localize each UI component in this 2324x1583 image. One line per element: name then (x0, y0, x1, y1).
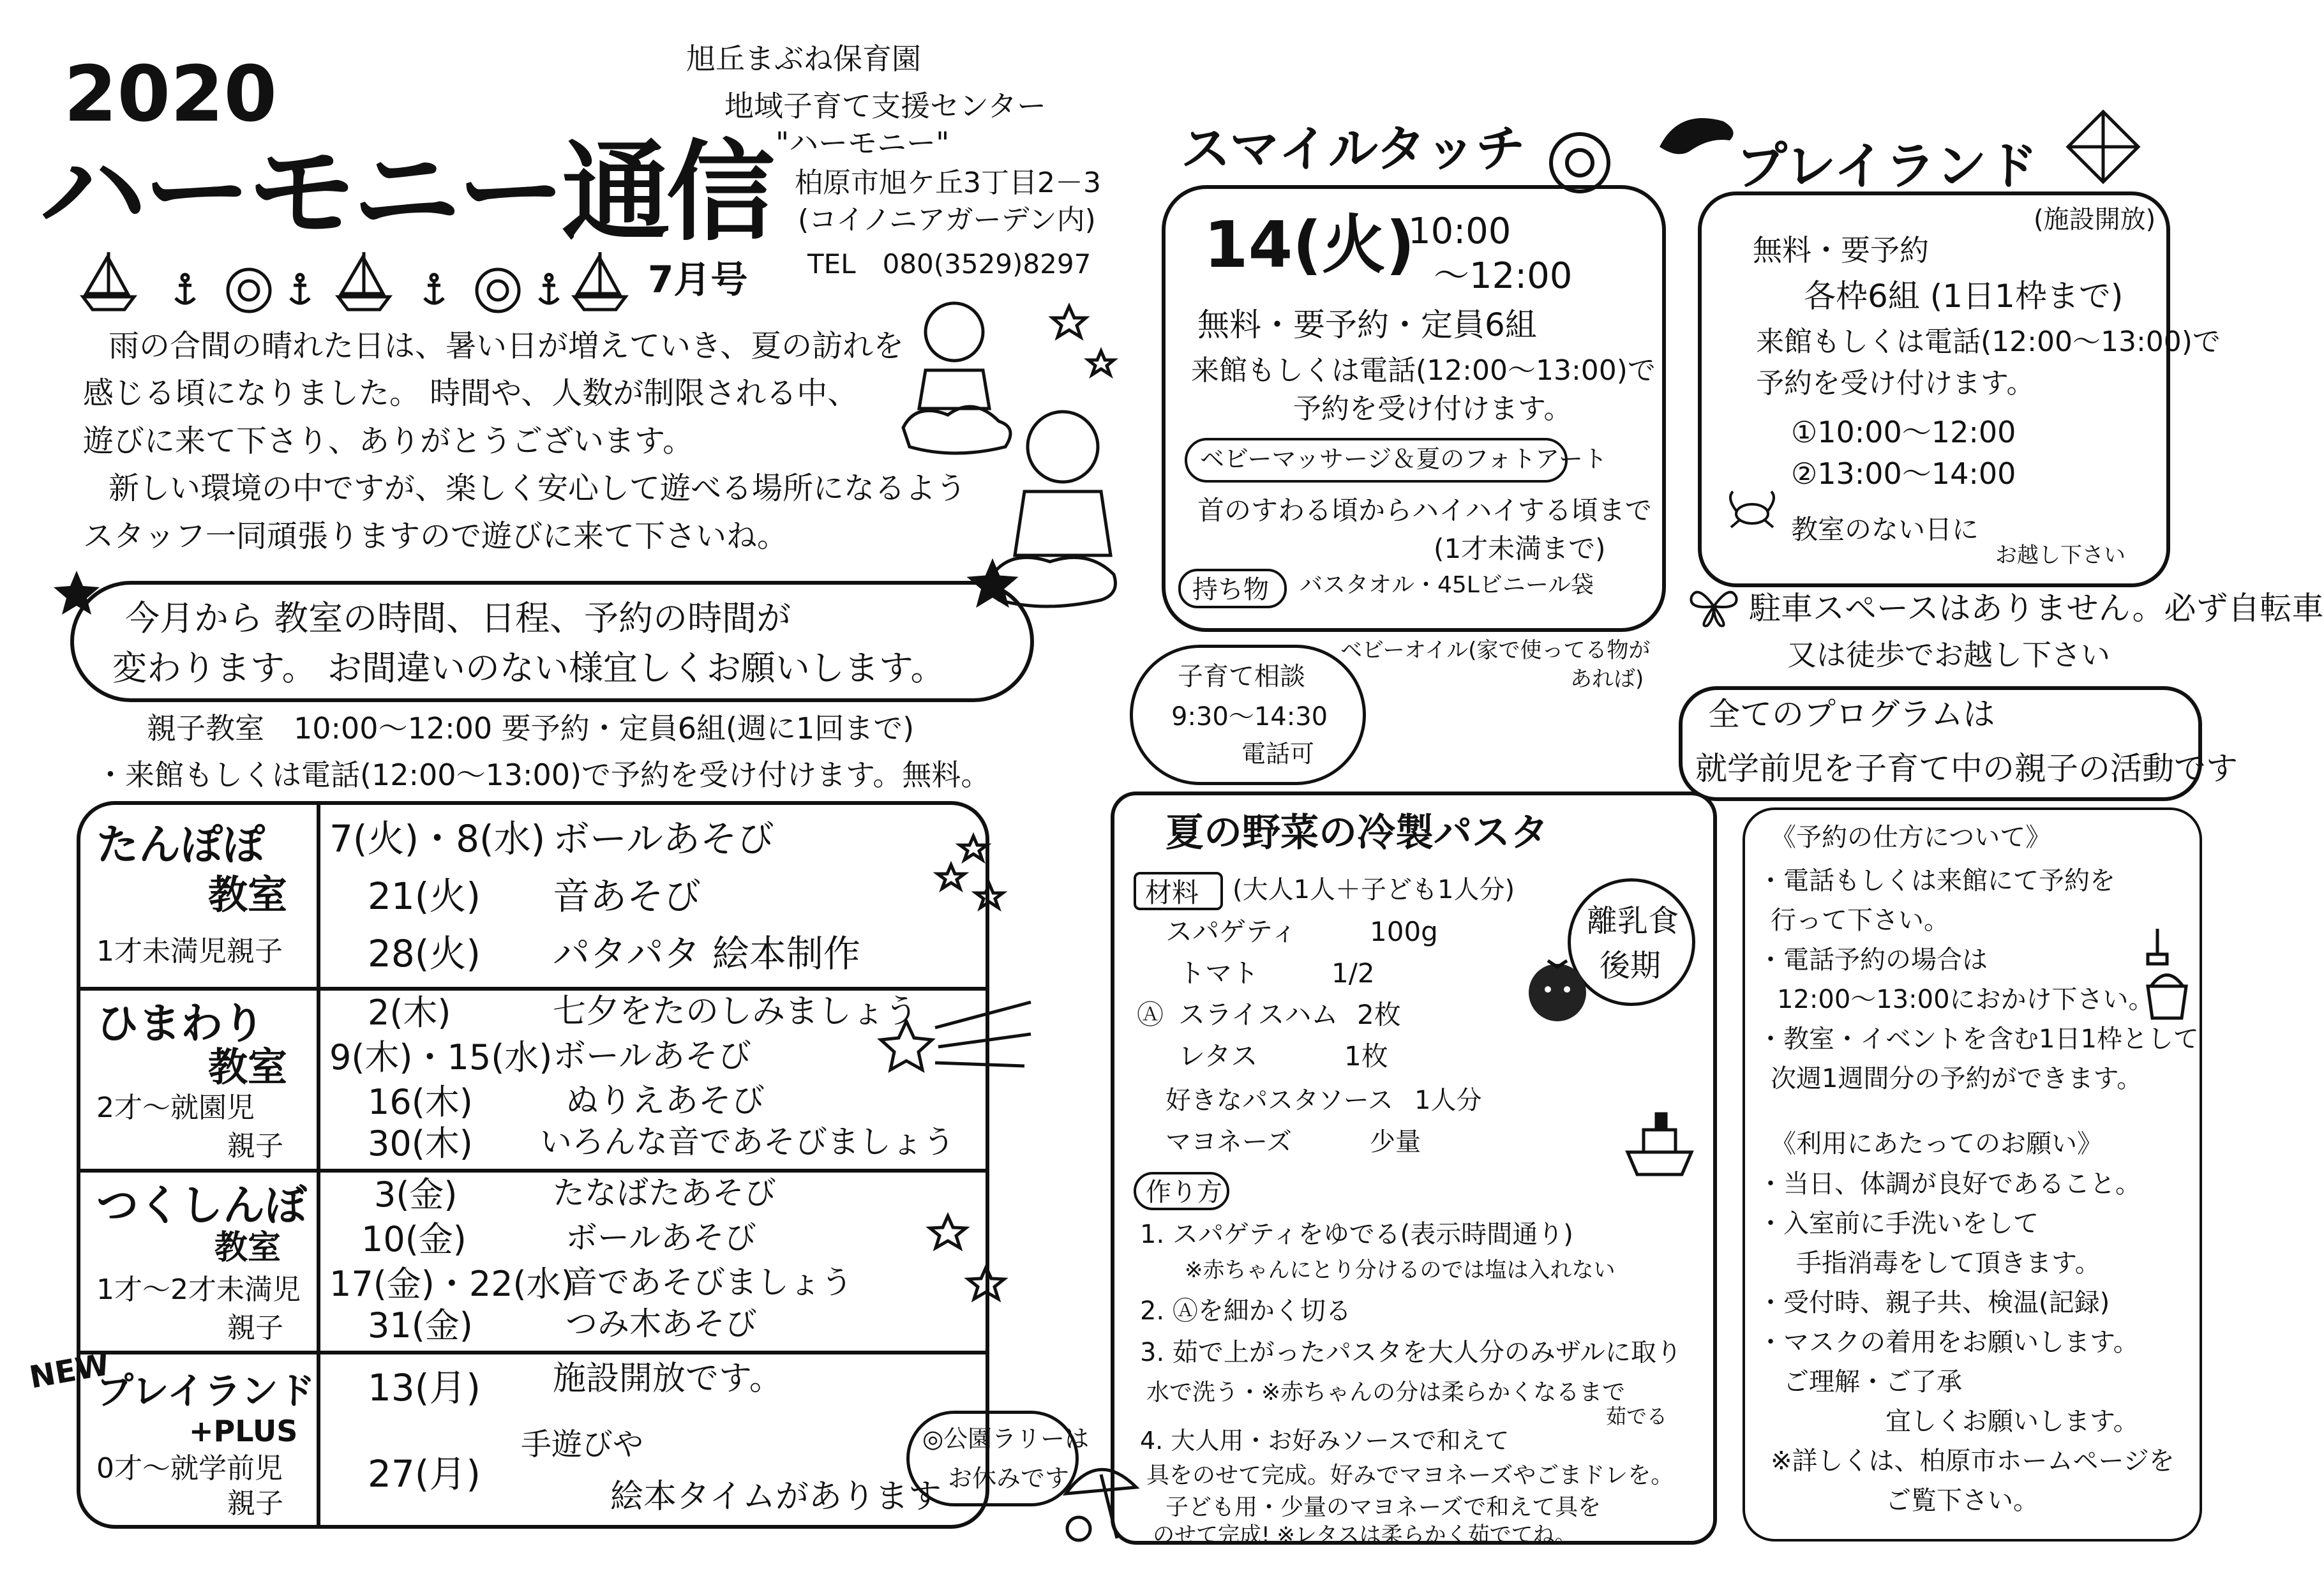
playland-line: 来館もしくは電話(12:00～13:00)で (1756, 326, 2221, 358)
park-rally-line: ◎公園ラリーは (922, 1425, 1090, 1453)
table-row (80, 987, 986, 1173)
class-name-suffix: 教室 (208, 1044, 288, 1090)
smile-fee: 無料・要予約・定員6組 (1197, 306, 1537, 343)
class-activity: つみ木あそび (566, 1305, 757, 1342)
playland-title: プレイランド (1736, 137, 2038, 196)
class-info-line: ・来館もしくは電話(12:00～13:00)で予約を受け付けます。無料。 (96, 758, 991, 792)
dolphin-icon (1653, 102, 1743, 169)
kite-icon (2062, 109, 2145, 194)
star-icon (935, 833, 1012, 919)
anchor-icon (539, 274, 559, 303)
smile-touch-box (1162, 185, 1666, 632)
org-name: 旭丘まぶね保育園 (686, 41, 921, 76)
usage-line: ・当日、体調が良好であること。 (1758, 1169, 2141, 1199)
ship-icon (1621, 1111, 1698, 1183)
smile-target: 首のすわる頃からハイハイする頃まで (1197, 495, 1652, 526)
intro-line: 感じる頃になりました。 時間や、人数が制限される中、 (83, 375, 858, 412)
smile-reserve: 来館もしくは電話(12:00～13:00)で (1191, 354, 1656, 387)
ingredient-amount: 少量 (1370, 1127, 1421, 1157)
ingredient-amount: 2枚 (1357, 999, 1401, 1030)
intro-line: 雨の合間の晴れた日は、暑い日が増えていき、夏の訪れを (109, 328, 904, 364)
anchor-icon (176, 274, 195, 303)
ingredient-name: レタス (1178, 1040, 1258, 1072)
ingredient-amount: 100g (1370, 916, 1438, 947)
class-date: 17(金)・22(水) (329, 1264, 574, 1304)
consult-line: 9:30～14:30 (1171, 702, 1328, 731)
reservation-box (1743, 807, 2202, 1542)
recipe-step: 茹でる (1606, 1404, 1668, 1429)
class-name: つくしんぼ (96, 1181, 307, 1230)
class-activity: 手遊びや (521, 1427, 644, 1462)
ingredients-label-text: 材料 (1145, 877, 1199, 908)
shooting-star-icon (881, 996, 1034, 1094)
address: 柏原市旭ケ丘3丁目2－3 (795, 167, 1101, 199)
star-icon (51, 568, 102, 622)
new-badge: NEW (26, 1346, 112, 1396)
ingredient-name: 好きなパスタソース (1166, 1086, 1393, 1115)
badge-line: 離乳食 (1587, 903, 1679, 939)
crab-icon (1723, 485, 1781, 532)
intro-text (83, 322, 966, 560)
reservation-line: 行って下さい。 (1771, 906, 1949, 935)
park-rally-line: お休みです (948, 1464, 1070, 1492)
usage-list (1758, 1164, 2175, 1520)
class-age: 1才未満児親子 (96, 935, 283, 968)
issue-label: 7月号 (648, 258, 748, 301)
class-activity: ぬりえあそび (566, 1082, 765, 1120)
smile-target: (1才未満まで) (1434, 533, 1606, 564)
class-date: 28(火) (368, 932, 481, 975)
class-date: 3(金) (374, 1174, 458, 1215)
consult-line: 電話可 (1241, 740, 1315, 768)
all-programs-line: 全てのプログラムは (1708, 696, 1995, 733)
consult-cloud (1130, 645, 1366, 785)
star-icon (964, 555, 1021, 615)
class-date: 16(木) (368, 1082, 473, 1122)
recipe-step: 1. スパゲティをゆでる(表示時間通り) (1140, 1220, 1573, 1249)
smile-theme-text: ベビーマッサージ＆夏のフォトアート (1200, 445, 1608, 473)
butterfly-icon (1685, 581, 1743, 634)
reservation-title: 《予約の仕方について》 (1771, 823, 2051, 852)
class-activity: 音であそびましょう (566, 1264, 853, 1301)
usage-title: 《利用にあたってのお願い》 (1771, 1129, 2103, 1159)
recipe-serving: (大人1人＋子ども1人分) (1233, 875, 1515, 904)
usage-line: 宜しくお願いします。 (1885, 1407, 2139, 1436)
class-activity: パタパタ 絵本制作 (553, 932, 860, 975)
all-programs-note (1679, 686, 2238, 801)
recipe-step: 3. 茹で上がったパスタを大人分のみザルに取り (1140, 1338, 1682, 1367)
consult-line: 子育て相談 (1178, 662, 1305, 691)
reservation-line: 12:00～13:00におかけ下さい。 (1777, 985, 2154, 1014)
class-age-suffix: 親子 (227, 1487, 283, 1520)
steps-label (1134, 1172, 1229, 1210)
class-activity-extra: 絵本タイムがあります (610, 1478, 941, 1516)
playland-slot: ①10:00～12:00 (1791, 415, 2016, 449)
ingredient-name: スパゲティ (1166, 916, 1298, 947)
class-activity: たなばたあそび (553, 1174, 776, 1212)
class-age: 2才～就園児 (96, 1092, 255, 1124)
playland-line: 各枠6組 (1日1枠まで) (1804, 278, 2124, 315)
class-name: ひまわり (96, 999, 265, 1048)
class-date: 2(木) (368, 993, 451, 1033)
class-age-suffix: 親子 (227, 1312, 283, 1344)
notice-line: 今月から 教室の時間、日程、予約の時間が (125, 598, 791, 638)
center-nickname: "ハーモニー" (776, 126, 950, 160)
playland-note: お越し下さい (1995, 543, 2125, 568)
class-age: 0才～就学前児 (96, 1452, 283, 1485)
recipe-title: 夏の野菜の冷製パスタ (1166, 811, 1548, 855)
usage-line: ご理解・ご了承 (1783, 1367, 1962, 1397)
ingredient-name: トマト (1178, 957, 1259, 989)
class-date: 27(月) (368, 1452, 481, 1496)
address-note: (コイノニアガーデン内) (798, 204, 1096, 236)
class-activity: ボールあそび (553, 817, 774, 860)
bring-label-text: 持ち物 (1192, 575, 1269, 604)
star-icon (922, 1213, 1012, 1311)
class-activity: ボールあそび (553, 1037, 751, 1076)
usage-line: ・受付時、親子共、検温(記録) (1758, 1288, 2110, 1317)
intro-line: 新しい環境の中ですが、楽しく安心して遊べる場所になるよう (109, 470, 967, 507)
recipe-step-note: ※赤ちゃんにとり分けるのでは塩は入れない (1185, 1257, 1616, 1283)
class-date: 10(金) (361, 1219, 467, 1259)
class-date: 9(木)・15(水) (329, 1037, 553, 1077)
class-activity: 七夕をたのしみましょう (553, 993, 918, 1031)
phone: TEL 080(3529)8297 (807, 248, 1091, 280)
recipe-step: 4. 大人用・お好みソースで和えて (1140, 1427, 1510, 1455)
table-row (80, 805, 986, 991)
smile-reserve: 予約を受け付けます。 (1293, 393, 1572, 425)
class-date: 30(木) (368, 1123, 473, 1164)
class-age: 1才～2才未満児 (96, 1273, 301, 1306)
class-name: プレイランド (96, 1369, 315, 1413)
ingredient-amount: 1人分 (1414, 1086, 1482, 1115)
smile-time-start: 10:00 (1408, 211, 1511, 252)
smile-bring: バスタオル・45Lビニール袋 (1300, 572, 1594, 598)
recipe-step: 2. Ⓐを細かく切る (1140, 1296, 1351, 1326)
sailboat-icon (83, 252, 134, 310)
sailboat-icon (574, 252, 626, 310)
playland-sub: (施設開放) (2034, 205, 2156, 234)
playland-slot: ②13:00～14:00 (1791, 456, 2016, 491)
ingredient-name: マヨネーズ (1166, 1127, 1292, 1157)
steps-label-text: 作り方 (1146, 1178, 1222, 1207)
smile-touch-title: スマイルタッチ (1181, 121, 1526, 178)
class-activity: ボールあそび (566, 1219, 756, 1256)
intro-line: 遊びに来て下さり、ありがとうございます。 (83, 423, 694, 459)
year: 2020 (64, 50, 277, 139)
anchor-icon (424, 274, 444, 303)
reservation-line: ・電話予約の場合は (1758, 945, 1988, 975)
smile-time-end: ～12:00 (1434, 255, 1573, 297)
ingredients-group-mark: Ⓐ (1137, 999, 1164, 1030)
center-name: 地域子育て支援センター (724, 89, 1047, 123)
parking-note: 駐車スペースはありません。必ず自転車 (1749, 590, 2324, 627)
bucket-icon (2138, 926, 2196, 1024)
sailboat-icon (338, 252, 389, 310)
usage-line: ※詳しくは、柏原市ホームページを (1771, 1446, 2175, 1476)
intro-line: スタッフ一同頑張りますので遊びに来て下さいね。 (83, 518, 788, 554)
reservation-line: ・教室・イベントを含む1日1枠として (1758, 1024, 2199, 1054)
anchor-icon (290, 274, 310, 303)
usage-line: ご覧下さい。 (1885, 1486, 2039, 1515)
class-schedule-table (26, 801, 989, 1529)
playland-note: 教室のない日に (1791, 514, 1979, 545)
recipe-step: 水で洗う・※赤ちゃんの分は柔らかくなるまで (1146, 1379, 1626, 1406)
tomato-icon (1519, 951, 1596, 1030)
parking-note: 又は徒歩でお越し下さい (1787, 638, 2110, 672)
table-row (80, 1169, 986, 1354)
usage-line: ・マスクの着用をお願いします。 (1758, 1328, 2139, 1357)
class-name-suffix: 教室 (214, 1229, 281, 1267)
reservation-line: 次週1週間分の予約ができます。 (1771, 1064, 2143, 1093)
smile-bring-label (1178, 569, 1287, 608)
ingredient-amount: 1枚 (1344, 1040, 1388, 1072)
class-name-suffix: +PLUS (189, 1414, 298, 1448)
page-title: ハーモニー通信 (38, 130, 772, 256)
class-name-suffix: 教室 (208, 871, 288, 918)
all-programs-line: 就学前児を子育て中の親子の活動です (1695, 750, 2238, 787)
table-row (26, 1346, 986, 1526)
class-age-suffix: 親子 (227, 1130, 283, 1162)
reservation-line: ・電話もしくは来館にて予約を (1758, 866, 2115, 896)
class-date: 7(火)・8(水) (329, 817, 546, 860)
smile-theme (1185, 438, 1608, 483)
ingredient-name: スライスハム (1178, 999, 1338, 1030)
notice-line: 変わります。 お間違いのない様宜しくお願いします。 (112, 648, 945, 688)
class-activity: 音あそび (553, 874, 701, 918)
decor-row (57, 246, 632, 316)
usage-line: 手指消毒をして頂きます。 (1796, 1249, 2101, 1278)
notice-box (70, 581, 1034, 702)
recipe-step: のせて完成! ※レタスは柔らかく茹でてね。 (1153, 1522, 1577, 1548)
recipe-step: 具をのせて完成。好みでマヨネーズやごまドレを。 (1146, 1462, 1674, 1489)
playland-line: 無料・要予約 (1753, 233, 1929, 267)
lifebuoy-icon (228, 269, 270, 311)
smile-date: 14(火) (1204, 207, 1415, 282)
usage-line: ・入室前に手洗いをして (1758, 1209, 2039, 1238)
smile-bring: あれば) (1570, 666, 1644, 692)
ingredient-amount: 1/2 (1331, 957, 1375, 989)
badge-line: 後期 (1600, 948, 1661, 984)
class-name: たんぽぽ (96, 820, 265, 869)
ingredients-label (1134, 872, 1223, 910)
playland-line: 予約を受け付けます。 (1756, 367, 2035, 400)
class-activity: いろんな音であそびましょう (540, 1123, 955, 1160)
lifebuoy-icon (477, 269, 519, 311)
reservation-list (1758, 861, 2199, 1099)
recipe-step: 子ども用・少量のマヨネーズで和えて具を (1166, 1494, 1601, 1520)
class-date: 21(火) (368, 874, 481, 918)
class-date: 31(金) (368, 1305, 473, 1346)
class-date: 13(月) (368, 1366, 481, 1409)
class-info-line: 親子教室 10:00～12:00 要予約・定員6組(週に1回まで) (147, 711, 915, 746)
smile-bring: ベビーオイル(家で使ってる物が (1340, 638, 1651, 663)
class-activity: 施設開放です。 (553, 1360, 783, 1398)
